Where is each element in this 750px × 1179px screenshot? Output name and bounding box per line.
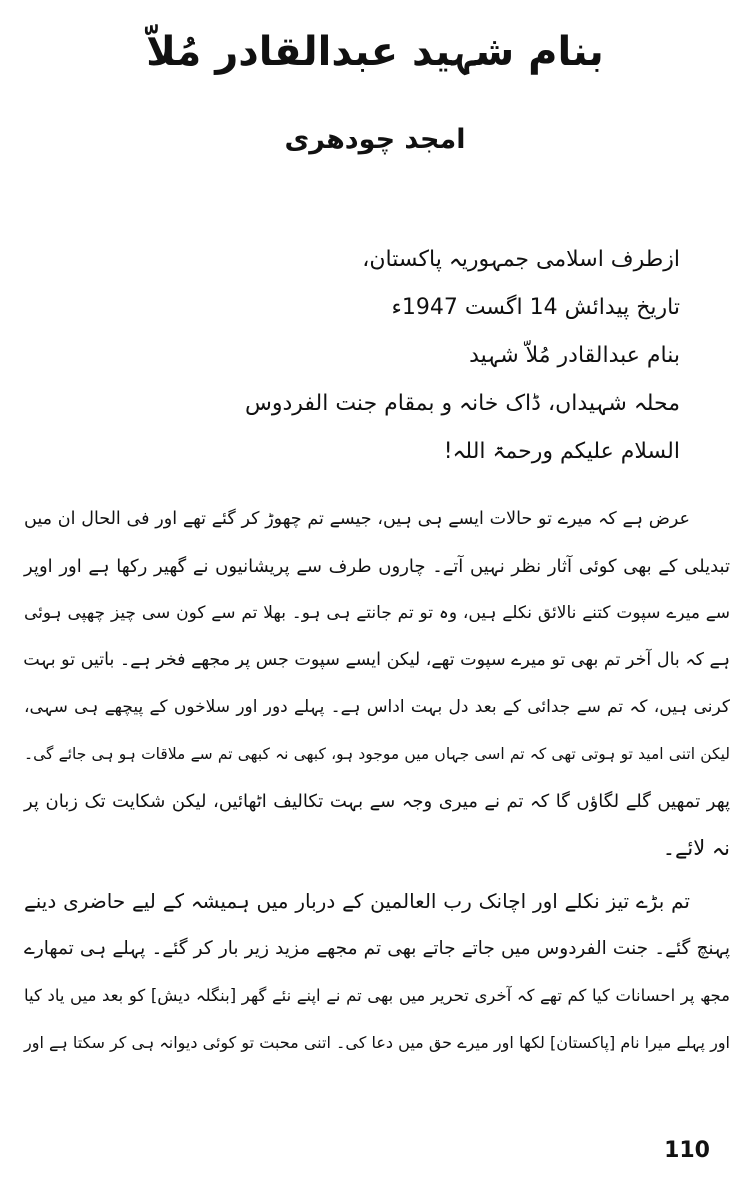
address-line: بنام عبدالقادر مُلاّ شہید bbox=[469, 343, 680, 368]
paragraph bbox=[24, 878, 730, 1066]
text-line: سے میرے سپوت کتنے نالائق نکلے ہیں، وہ تو تم جانتے ہی ہو۔ بھلا تم سے کون سی چیز چھپی ہوئی bbox=[24, 603, 730, 623]
letter-address-block bbox=[120, 236, 680, 476]
letter-body bbox=[24, 496, 730, 1066]
paragraph bbox=[24, 496, 730, 872]
text-line: تم بڑے تیز نکلے اور اچانک رب العالمین کے دربار میں ہمیشہ کے لیے حاضری دینے bbox=[24, 889, 690, 913]
text-line: لیکن اتنی امید تو ہوتی تھی کہ تم اسی جہاں میں موجود ہو، کبھی نہ کبھی تم سے ملاقات ہو ہی جائے گی۔ bbox=[24, 745, 730, 763]
address-line: محلہ شہیداں، ڈاک خانہ و بمقام جنت الفردوس bbox=[244, 391, 680, 416]
author-name: امجد چودھری bbox=[284, 124, 466, 155]
text-line: پھر تمھیں گلے لگاؤں گا کہ تم نے میری وجہ سے بہت تکالیف اٹھائیں، لیکن شکایت تک زبان پر bbox=[24, 791, 730, 812]
page-number: 110 bbox=[664, 1138, 710, 1163]
address-line: ازطرف اسلامی جمہوریہ پاکستان، bbox=[362, 247, 680, 272]
text-line: کرنی ہیں، کہ تم سے جدائی کے بعد دل بہت اداس ہے۔ پہلے دور اور سلاخوں کے پیچھے ہی سہی، bbox=[24, 697, 730, 717]
salutation: السلام علیکم ورحمۃ اللہ! bbox=[443, 439, 680, 464]
page-title: بنام شہید عبدالقادر مُلاّ bbox=[146, 29, 604, 75]
text-line: عرض ہے کہ میرے تو حالات ایسے ہی ہیں، جیسے تم چھوڑ کر گئے تھے اور فی الحال ان میں bbox=[24, 509, 690, 529]
text-line: نہ لائے۔ bbox=[662, 836, 730, 860]
text-line: اور پہلے میرا نام [پاکستان] لکھا اور میرے حق میں دعا کی۔ اتنی محبت تو کوئی دیوانہ ہی کر سکتا ہے اور bbox=[24, 1033, 730, 1052]
text-line: پہنچ گئے۔ جنت الفردوس میں جاتے جاتے بھی تم مجھے مزید زیر بار کر گئے۔ پہلے ہی تمھارے bbox=[24, 938, 730, 959]
text-line: مجھ پر احسانات کیا کم تھے کہ آخری تحریر میں بھی تم نے اپنے نئے گھر [بنگلہ دیش] کو بعد میں یاد کیا bbox=[24, 986, 730, 1005]
address-line: تاریخ پیدائش 14 اگست 1947ء bbox=[391, 295, 680, 320]
text-line: تبدیلی کے بھی کوئی آثار نظر نہیں آتے۔ چاروں طرف سے پریشانیوں نے گھیر رکھا ہے اور اوپر bbox=[24, 556, 730, 577]
text-line: ہے کہ بال آخر تم بھی تو میرے سپوت تھے، لیکن ایسے سپوت جس پر مجھے فخر ہے۔ باتیں تو بہت bbox=[23, 650, 730, 670]
